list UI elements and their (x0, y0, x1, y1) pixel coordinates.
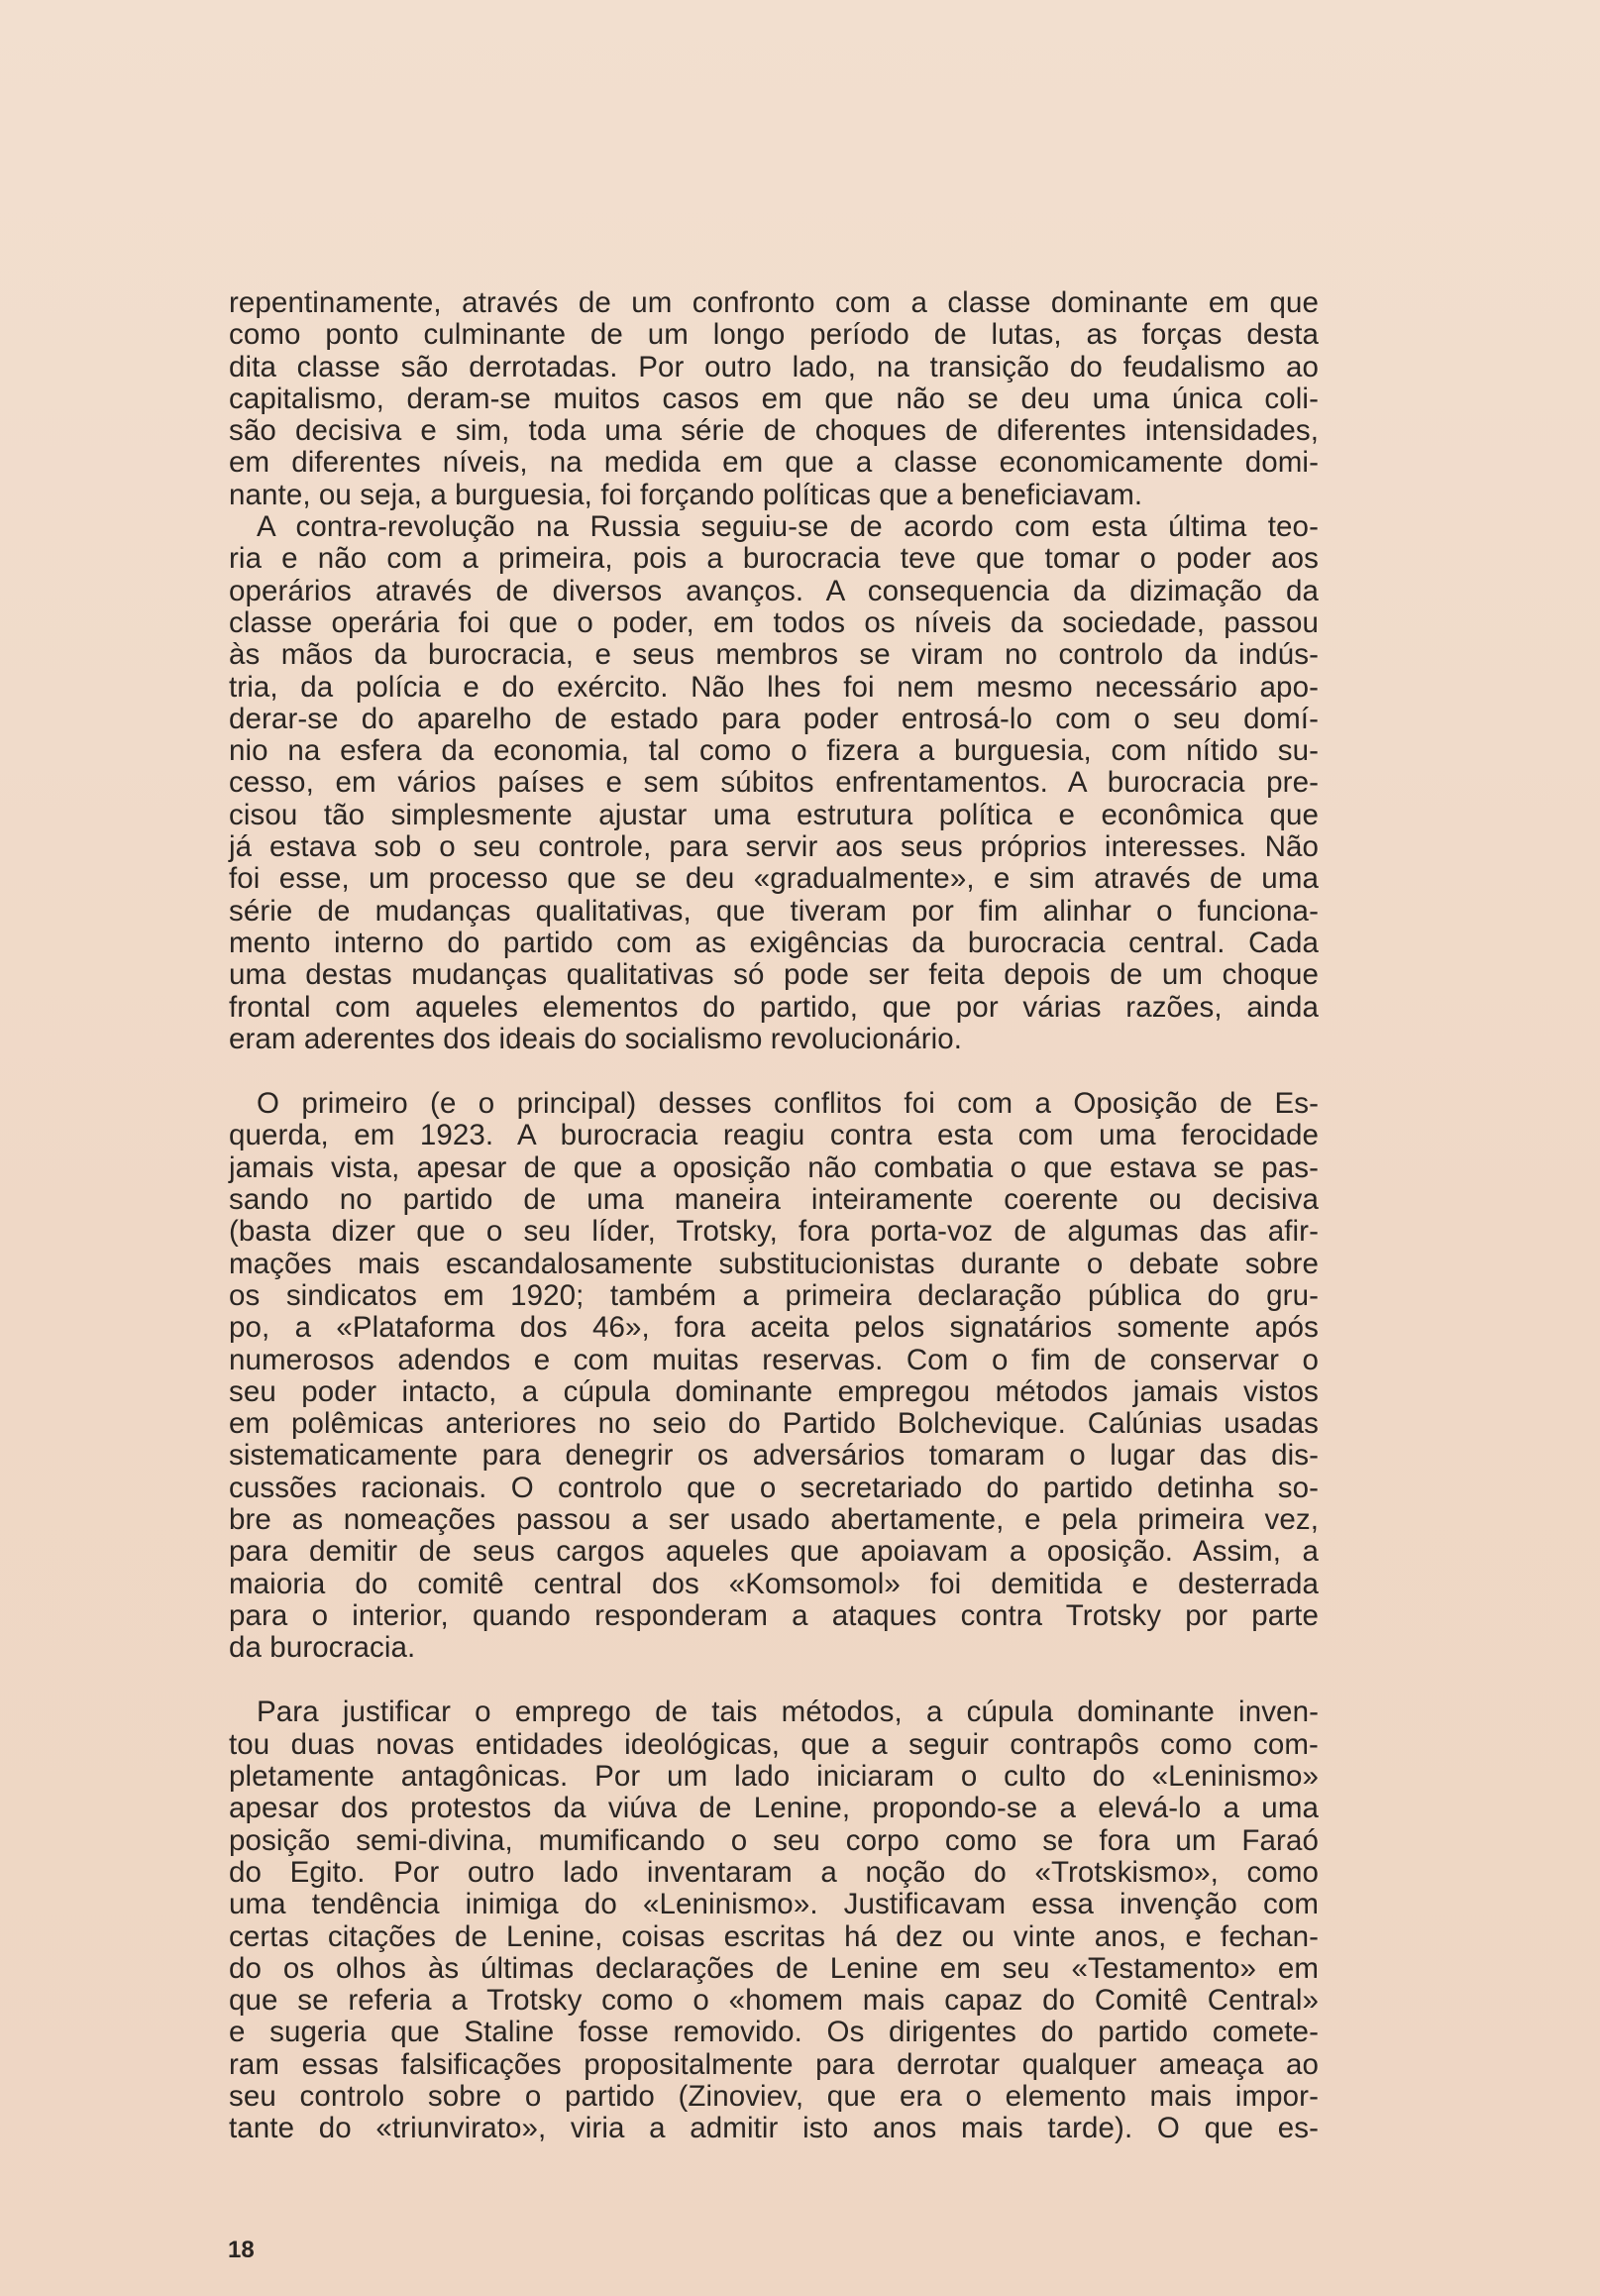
text-line: nante, ou seja, a burguesia, foi forçando políticas que a beneficiavam. (229, 478, 1143, 511)
paragraph-gap (229, 1055, 1319, 1088)
text-line: classe operária foi que o poder, em todos os níveis da sociedade, passou (229, 605, 1319, 639)
text-line: tante do «triunvirato», viria a admitir isto anos mais tarde). O que es- (229, 2112, 1319, 2145)
text-line: bre as nomeações passou a ser usado abertamente, e pela primeira vez, (229, 1502, 1319, 1536)
text-line: mento interno do partido com as exigências da burocracia central. Cada (229, 926, 1319, 959)
text-line: para o interior, quando responderam a ataques contra Trotsky por parte (229, 1598, 1319, 1632)
text-line: querda, em 1923. A burocracia reagiu contra esta com uma ferocidade (229, 1119, 1319, 1152)
text-line: frontal com aqueles elementos do partido, que por várias razões, ainda (229, 990, 1319, 1024)
text-line: posição semi-divina, mumificando o seu corpo como se fora um Faraó (229, 1823, 1319, 1857)
text-line: O primeiro (e o principal) desses conflitos foi com a Oposição de Es- (257, 1087, 1319, 1121)
text-line: seu controlo sobre o partido (Zinoviev, que era o elemento mais impor- (229, 2080, 1319, 2114)
text-line: repentinamente, através de um confronto com a classe dominante em que (229, 286, 1319, 319)
text-line: cesso, em vários países e sem súbitos enfrentamentos. A burocracia pre- (229, 766, 1319, 800)
text-line: série de mudanças qualitativas, que tiveram por fim alinhar o funciona- (229, 894, 1319, 928)
paragraph (229, 287, 1319, 511)
text-line: cisou tão simplesmente ajustar uma estrutura política e econômica que (229, 798, 1319, 831)
text-line: do Egito. Por outro lado inventaram a noção do «Trotskismo», como (229, 1855, 1319, 1889)
text-line: derar-se do aparelho de estado para poder entrosá-lo com o seu domí- (229, 702, 1319, 735)
text-line: são decisiva e sim, toda uma série de choques de diferentes intensidades, (229, 414, 1319, 448)
text-line: ria e não com a primeira, pois a burocracia teve que tomar o poder aos (229, 542, 1319, 576)
text-line: como ponto culminante de um longo período de lutas, as forças desta (229, 318, 1319, 352)
text-line: maioria do comitê central dos «Komsomol» foi demitida e desterrada (229, 1567, 1319, 1600)
text-line: A contra-revolução na Russia seguiu-se de acordo com esta última teo- (257, 510, 1319, 544)
paragraph (229, 511, 1319, 1055)
text-line: mações mais escandalosamente substitucionistas durante o debate sobre (229, 1247, 1319, 1280)
text-line: jamais vista, apesar de que a oposição não combatia o que estava se pas- (229, 1150, 1319, 1184)
text-line: cussões racionais. O controlo que o secretariado do partido detinha so- (229, 1471, 1319, 1504)
text-line: em polêmicas anteriores no seio do Partido Bolchevique. Calúnias usadas (229, 1407, 1319, 1441)
page-number: 18 (228, 2237, 255, 2263)
text-line: ram essas falsificações propositalmente para derrotar qualquer ameaça ao (229, 2047, 1319, 2081)
text-line: às mãos da burocracia, e seus membros se viram no controlo da indús- (229, 638, 1319, 672)
text-line: (basta dizer que o seu líder, Trotsky, fora porta-voz de algumas das afir- (229, 1215, 1319, 1249)
text-line: em diferentes níveis, na medida em que a classe economicamente domi- (229, 446, 1319, 480)
text-line: certas citações de Lenine, coisas escritas há dez ou vinte anos, e fechan- (229, 1919, 1319, 1953)
text-line: tou duas novas entidades ideológicas, que a seguir contrapôs como com- (229, 1727, 1319, 1761)
text-line: da burocracia. (229, 1631, 416, 1665)
text-line: dita classe são derrotadas. Por outro lado, na transição do feudalismo ao (229, 350, 1319, 383)
text-line: pletamente antagônicas. Por um lado iniciaram o culto do «Leninismo» (229, 1760, 1319, 1794)
text-line: tria, da polícia e do exército. Não lhes foi nem mesmo necessário apo- (229, 670, 1319, 704)
paragraph-gap (229, 1664, 1319, 1696)
text-line: eram aderentes dos ideais do socialismo revolucionário. (229, 1022, 963, 1055)
text-line: e sugeria que Staline fosse removido. Os dirigentes do partido comete- (229, 2016, 1319, 2049)
text-line: uma tendência inimiga do «Leninismo». Justificavam essa invenção com (229, 1888, 1319, 1921)
text-line: numerosos adendos e com muitas reservas. Com o fim de conservar o (229, 1343, 1319, 1376)
text-line: para demitir de seus cargos aqueles que apoiavam a oposição. Assim, a (229, 1535, 1319, 1569)
paragraph (229, 1088, 1319, 1664)
text-line: uma destas mudanças qualitativas só pode ser feita depois de um choque (229, 958, 1319, 992)
text-line: apesar dos protestos da viúva de Lenine, propondo-se a elevá-lo a uma (229, 1792, 1319, 1825)
text-line: nio na esfera da economia, tal como o fizera a burguesia, com nítido su- (229, 734, 1319, 768)
text-line: sando no partido de uma maneira inteiramente coerente ou decisiva (229, 1183, 1319, 1217)
body-text (229, 287, 1319, 2145)
text-line: sistematicamente para denegrir os adversários tomaram o lugar das dis- (229, 1439, 1319, 1473)
text-line: foi esse, um processo que se deu «gradualmente», e sim através de uma (229, 862, 1319, 896)
text-line: já estava sob o seu controle, para servir aos seus próprios interesses. Não (229, 830, 1319, 864)
text-line: operários através de diversos avanços. A consequencia da dizimação da (229, 574, 1319, 607)
text-line: os sindicatos em 1920; também a primeira declaração pública do gru- (229, 1278, 1319, 1312)
text-line: do os olhos às últimas declarações de Lenine em seu «Testamento» em (229, 1951, 1319, 1985)
paragraph (229, 1696, 1319, 2144)
text-line: Para justificar o emprego de tais métodos, a cúpula dominante inven- (257, 1695, 1319, 1729)
text-line: seu poder intacto, a cúpula dominante empregou métodos jamais vistos (229, 1374, 1319, 1408)
text-line: capitalismo, deram-se muitos casos em que não se deu uma única coli- (229, 382, 1319, 415)
text-line: po, a «Plataforma dos 46», fora aceita pelos signatários somente após (229, 1311, 1319, 1345)
text-line: que se referia a Trotsky como o «homem mais capaz do Comitê Central» (229, 1984, 1319, 2018)
